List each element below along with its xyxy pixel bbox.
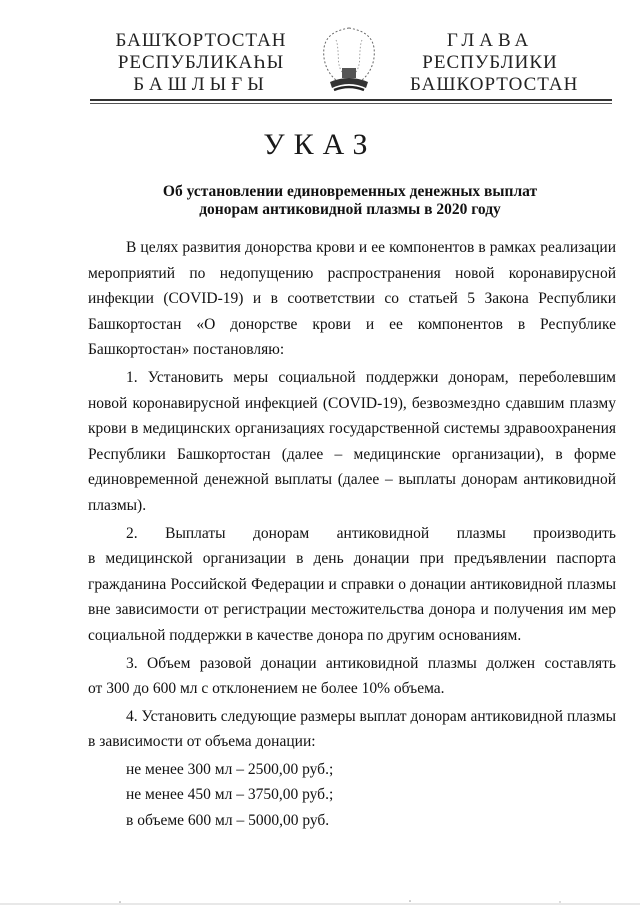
paragraph-line: В целях развития донорства крови и ее компонентов в рамках реализации [126, 239, 616, 256]
header-bashkir [108, 30, 294, 96]
paragraph-line: новой коронавирусной инфекцией (COVID-19), безвозмездно сдавшим плазму [88, 394, 616, 412]
paragraph-line: единовременной денежной выплаты (далее – выплаты донорам антиковидной [88, 471, 616, 489]
payment-item: в объеме 600 мл – 5000,00 руб. [126, 812, 330, 830]
header-russian-line: РЕСПУБЛИКИ [422, 52, 558, 73]
paragraph-line: мероприятий по недопущению распространения новой коронавирусной [88, 264, 616, 282]
paragraph-line: социальной поддержки в качестве донора по другим основаниям. [88, 626, 522, 644]
header-bashkir-line: БАШЛЫҒЫ [133, 74, 269, 95]
paragraph-line: 3. Объем разовой донации антиковидной плазмы должен составлять [126, 654, 616, 672]
header-bashkir-line: РЕСПУБЛИКАҺЫ [117, 52, 285, 73]
coat-of-arms-icon [316, 24, 382, 96]
scan-noise [0, 890, 640, 905]
paragraph-line: Башкортостан «О донорстве крови и ее компонентов в Республике [88, 315, 616, 333]
paragraph-line: гражданина Российской Федерации и справки о донации антиковидной плазмы [88, 575, 616, 593]
paragraph-line: 1. Установить меры социальной поддержки донорам, переболевшим [126, 368, 616, 386]
paragraph-line: вне зависимости от регистрации местожительства донора и получения им мер [88, 601, 616, 619]
payment-item: не менее 450 мл – 3750,00 руб.; [126, 786, 334, 804]
paragraph-line: крови в медицинских организациях государственной системы здравоохранения [88, 420, 616, 438]
document-subtitle [140, 183, 560, 219]
header-russian [410, 30, 579, 96]
document-title: УКАЗ [263, 128, 377, 161]
paragraph-line: инфекции (COVID-19) и в соответствии со статьей 5 Закона Республики [88, 290, 616, 308]
header-divider-thin [90, 103, 612, 104]
paragraph-line: в зависимости от объема донации: [88, 733, 316, 751]
subtitle-line: донорам антиковидной плазмы в 2020 году [199, 201, 501, 218]
decree-body [88, 235, 616, 834]
header-russian-line: БАШКОРТОСТАН [410, 74, 579, 95]
paragraph-line: 4. Установить следующие размеры выплат донорам антиковидной плазмы [126, 707, 616, 725]
subtitle-line: Об установлении единовременных денежных выплат [162, 183, 538, 200]
paragraph-line: 2. Выплаты донорам антиковидной плазмы производить [126, 524, 616, 542]
paragraph-line: Республики Башкортостан (далее – медицинские организации), в форме [88, 445, 616, 463]
paragraph-line: плазмы). [88, 496, 147, 514]
payment-item: не менее 300 мл – 2500,00 руб.; [126, 760, 334, 778]
paragraph-line: от 300 до 600 мл с отклонением не более 10% объема. [88, 680, 445, 698]
header-divider [90, 99, 612, 101]
header-russian-line: ГЛАВА [446, 30, 534, 51]
paragraph-line: Башкортостан» постановляю: [88, 341, 285, 359]
paragraph-line: в медицинской организации в день донации при предъявлении паспорта [88, 550, 616, 568]
header-bashkir-line: БАШҠОРТОСТАН [115, 30, 287, 51]
